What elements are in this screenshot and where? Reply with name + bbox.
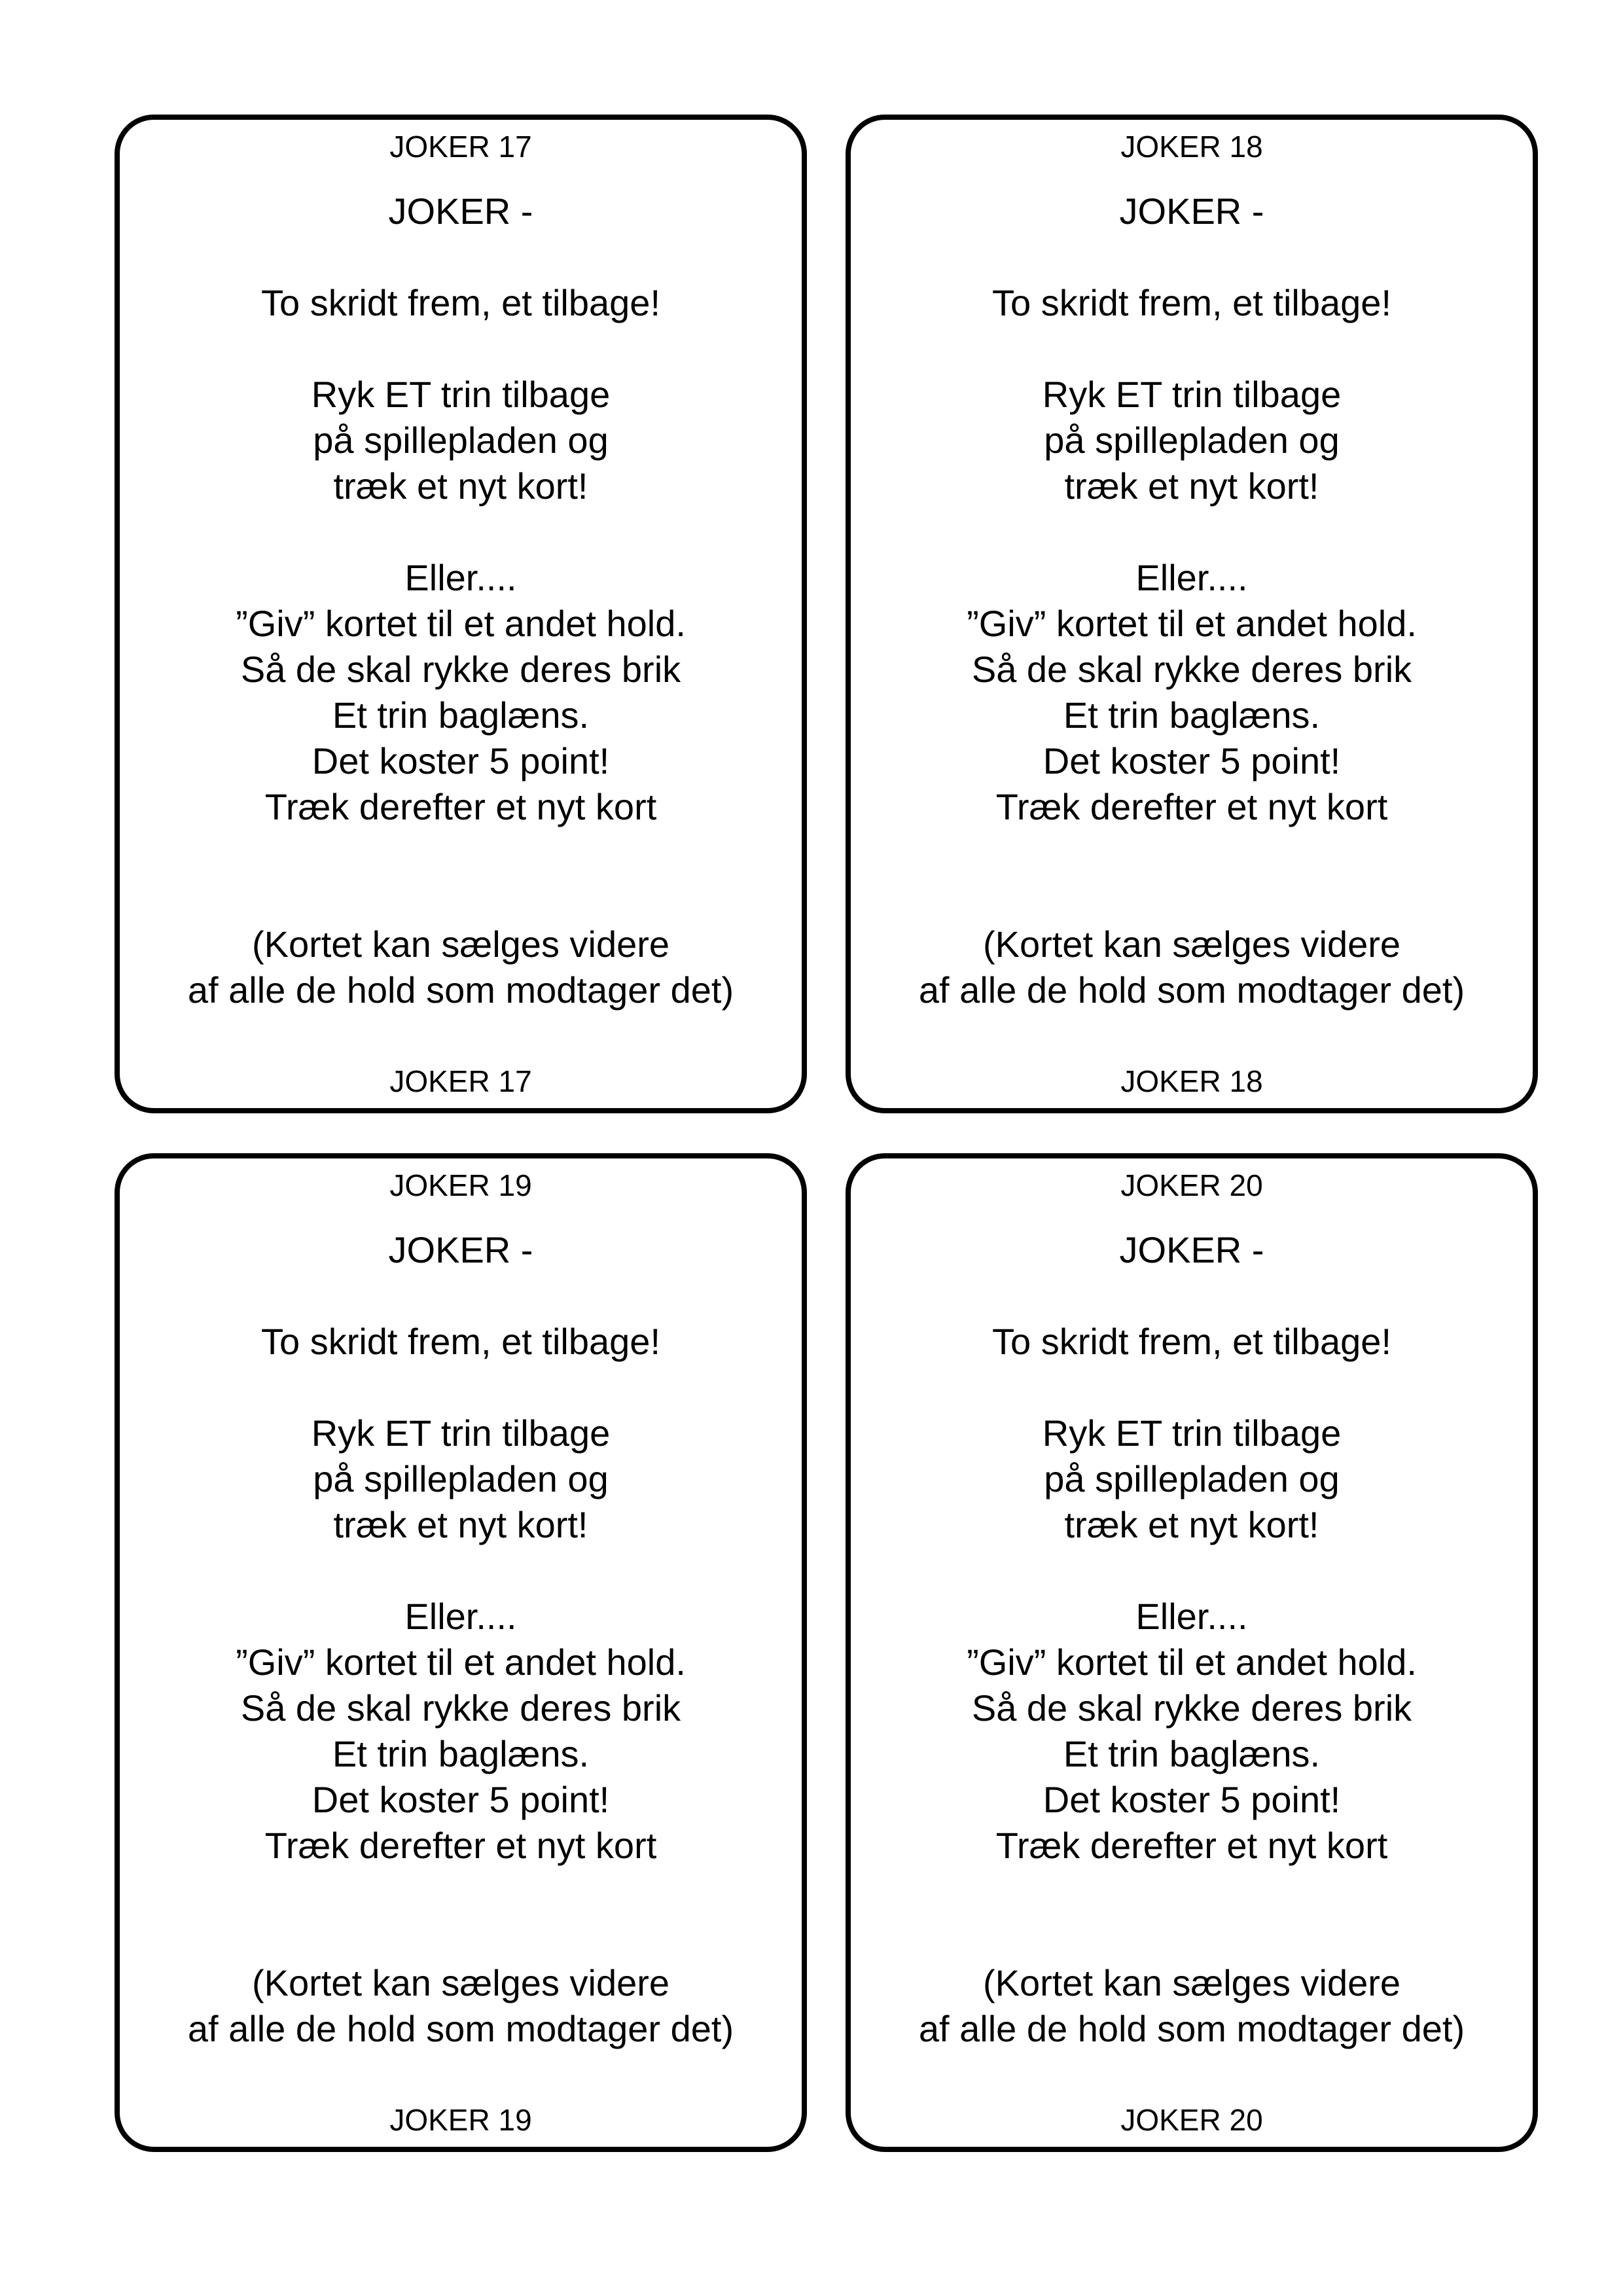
option-line: Eller....: [1135, 1596, 1248, 1637]
option-line: Så de skal rykke deres brik: [971, 649, 1412, 690]
option-line: Et trin baglæns.: [332, 694, 590, 736]
option-line: Træk derefter et nyt kort: [995, 786, 1388, 827]
instruction-line: træk et nyt kort!: [1064, 1504, 1319, 1545]
option-line: Eller....: [404, 1596, 517, 1637]
option-line: Det koster 5 point!: [1043, 1779, 1341, 1820]
note-line: (Kortet kan sælges videre: [251, 1962, 670, 2003]
card-bottom-label: JOKER 20: [1120, 2103, 1263, 2137]
instruction-line: Ryk ET trin tilbage: [1042, 1412, 1342, 1454]
card-heading: JOKER -: [388, 190, 533, 232]
joker-card: [115, 115, 807, 1113]
card-heading: JOKER -: [1119, 190, 1264, 232]
option-line: Et trin baglæns.: [332, 1733, 590, 1774]
instruction-line: træk et nyt kort!: [333, 1504, 588, 1545]
card-subtitle: To skridt frem, et tilbage!: [260, 282, 660, 323]
card-subtitle: To skridt frem, et tilbage!: [991, 1321, 1391, 1362]
instruction-line: på spillepladen og: [313, 420, 609, 461]
option-line: Så de skal rykke deres brik: [971, 1687, 1412, 1729]
joker-card: [115, 1153, 807, 2152]
option-line: Så de skal rykke deres brik: [240, 649, 681, 690]
note-line: af alle de hold som modtager det): [918, 969, 1465, 1011]
card-top-label: JOKER 19: [389, 1168, 532, 1202]
note-line: (Kortet kan sælges videre: [251, 924, 670, 965]
card-heading: JOKER -: [388, 1229, 533, 1270]
card-top-label: JOKER 17: [389, 130, 532, 164]
note-line: (Kortet kan sælges videre: [982, 1962, 1401, 2003]
instruction-line: på spillepladen og: [1044, 420, 1340, 461]
option-line: Eller....: [404, 557, 517, 598]
instruction-line: træk et nyt kort!: [1064, 465, 1319, 507]
option-line: Et trin baglæns.: [1063, 694, 1321, 736]
joker-card: [846, 1153, 1538, 2152]
card-bottom-label: JOKER 17: [389, 1064, 532, 1098]
option-line: Træk derefter et nyt kort: [264, 1825, 657, 1866]
joker-card: [846, 115, 1538, 1113]
option-line: Træk derefter et nyt kort: [264, 786, 657, 827]
card-bottom-label: JOKER 19: [389, 2103, 532, 2137]
note-line: af alle de hold som modtager det): [187, 2008, 734, 2049]
note-line: af alle de hold som modtager det): [918, 2008, 1465, 2049]
instruction-line: Ryk ET trin tilbage: [311, 374, 611, 415]
option-line: Et trin baglæns.: [1063, 1733, 1321, 1774]
note-line: af alle de hold som modtager det): [187, 969, 734, 1011]
instruction-line: på spillepladen og: [1044, 1458, 1340, 1499]
option-line: Træk derefter et nyt kort: [995, 1825, 1388, 1866]
option-line: Det koster 5 point!: [1043, 740, 1341, 781]
option-line: Eller....: [1135, 557, 1248, 598]
option-line: Så de skal rykke deres brik: [240, 1687, 681, 1729]
option-line: ”Giv” kortet til et andet hold.: [236, 603, 686, 644]
instruction-line: på spillepladen og: [313, 1458, 609, 1499]
card-heading: JOKER -: [1119, 1229, 1264, 1270]
option-line: Det koster 5 point!: [312, 1779, 610, 1820]
card-top-label: JOKER 18: [1120, 130, 1263, 164]
card-subtitle: To skridt frem, et tilbage!: [260, 1321, 660, 1362]
card-bottom-label: JOKER 18: [1120, 1064, 1263, 1098]
option-line: ”Giv” kortet til et andet hold.: [967, 603, 1417, 644]
card-top-label: JOKER 20: [1120, 1168, 1263, 1202]
option-line: Det koster 5 point!: [312, 740, 610, 781]
card-subtitle: To skridt frem, et tilbage!: [991, 282, 1391, 323]
instruction-line: Ryk ET trin tilbage: [311, 1412, 611, 1454]
instruction-line: træk et nyt kort!: [333, 465, 588, 507]
note-line: (Kortet kan sælges videre: [982, 924, 1401, 965]
option-line: ”Giv” kortet til et andet hold.: [236, 1641, 686, 1683]
instruction-line: Ryk ET trin tilbage: [1042, 374, 1342, 415]
option-line: ”Giv” kortet til et andet hold.: [967, 1641, 1417, 1683]
